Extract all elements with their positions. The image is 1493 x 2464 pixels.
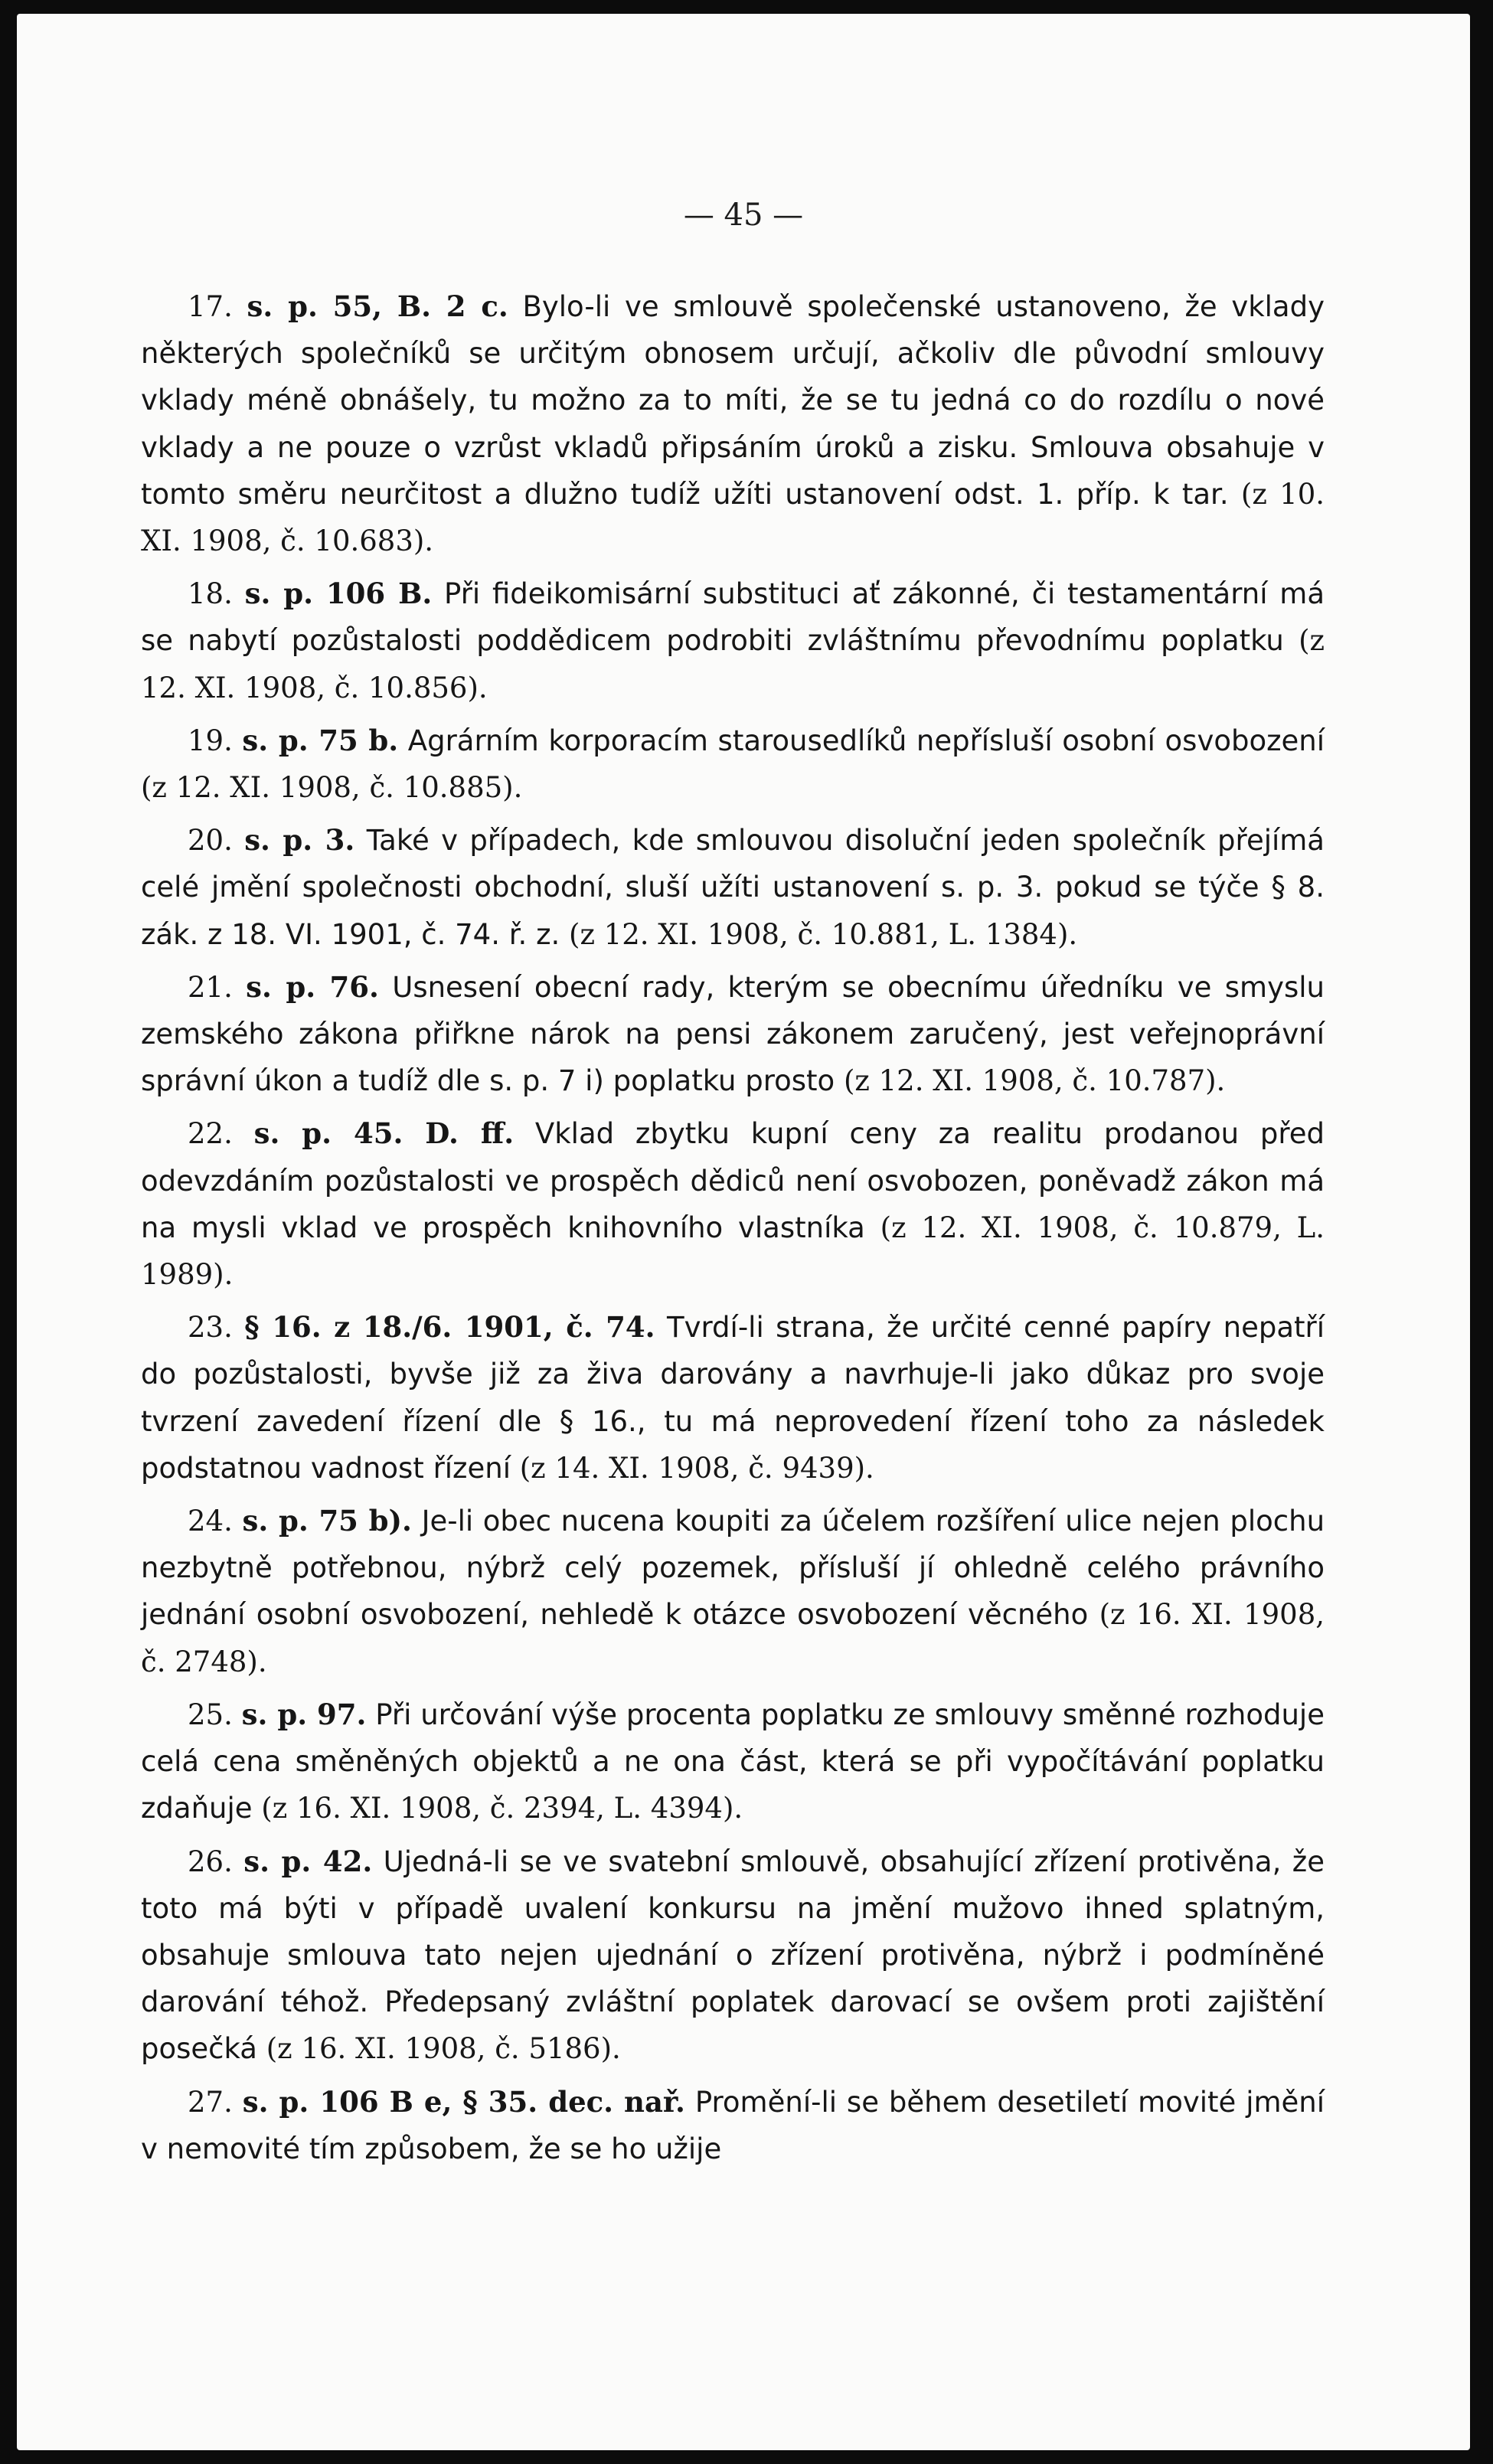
entry-reference: s. p. 75 b). [242,1504,412,1538]
entry-citation: (z 14. XI. 1908, č. 9439). [519,1451,874,1485]
entry-text: Také v případech, kde smlouvou disoluční jeden společník přejímá celé jmění společnosti obchodní, sluší užíti ustanovení s. p. 3. pokud se týče § 8. zák. z 18. VI. 1901, č. 74. ř. z. [141,824,1325,951]
entry-reference: s. p. 55, B. 2 c. [247,289,508,323]
entry-reference: s. p. 106 B. [244,577,433,611]
entry-text: Usnesení obecní rady, kterým se obecnímu úředníku ve smyslu zemského zákona přiřkne nárok na pensi zákonem zaručený, jest veřejnoprávní správní úkon a tudíž dle s. p. 7 i) poplatku prosto [141,970,1325,1098]
entry-number: 20. [188,824,233,858]
entry-citation: (z 16. XI. 1908, č. 5186). [266,2032,621,2066]
entry-text: Tvrdí-li strana, že určité cenné papíry nepatří do pozůstalosti, byvše již za živa darovány a navrhuje-li jako důkaz pro svoje tvrzení zavedení řízení dle § 16., tu má neprovedení řízení toho za následek podstatnou vadnost řízení [141,1311,1325,1485]
entry-22 [141,1110,1325,1298]
entry-reference: s. p. 3. [244,823,355,858]
entry-reference: s. p. 45. D. ff. [253,1116,515,1151]
entry-citation: (z 10. XI. 1908, č. 10.683). [141,477,1325,558]
entry-number: 26. [188,1845,233,1878]
entry-text: Je-li obec nucena koupiti za účelem rozšíření ulice nejen plochu nezbytně potřebnou, nýbrž celý pozemek, přísluší jí ohledně celého právního jednání osobní osvobození, nehledě k otázce osvobození věcného [141,1505,1325,1632]
entry-text: Promění-li se během desetiletí movité jmění v nemovité tím způsobem, že se ho užije [141,2085,1325,2165]
entry-21 [141,964,1325,1105]
entry-23 [141,1304,1325,1492]
entry-text: Ujedná-li se ve svatební smlouvě, obsahující zřízení protivěna, že toto má býti v případě uvalení konkursu na jmění mužovo ihned splatným, obsahuje smlouva tato nejen ujednání o zřízení protivěna, nýbrž i podmíněné darování téhož. Předepsaný zvláštní poplatek darovací se ovšem proti zajištění posečká [141,1845,1325,2066]
document-page [17,14,1470,2450]
entry-citation: (z 12. XI. 1908, č. 10.787). [843,1064,1226,1098]
entry-24 [141,1498,1325,1685]
entry-citation: (z 12. XI. 1908, č. 10.881, L. 1384). [569,917,1078,951]
entry-citation: (z 12. XI. 1908, č. 10.856). [141,624,1325,704]
entry-26 [141,1838,1325,2073]
entry-number: 23. [188,1311,233,1345]
entry-citation: (z 16. XI. 1908, č. 2394, L. 4394). [261,1792,743,1825]
entry-reference: s. p. 106 B e, § 35. dec. nař. [242,2084,685,2119]
entry-reference: s. p. 42. [243,1844,373,1878]
entry-reference: s. p. 75 b. [242,723,399,757]
entry-citation: (z 12. XI. 1908, č. 10.879, L. 1989). [141,1211,1325,1292]
entry-citation: (z 12. XI. 1908, č. 10.885). [141,771,523,805]
page-number: — 45 — [683,198,804,233]
entry-number: 27. [188,2085,233,2119]
document-body [141,283,1325,2178]
entry-citation: (z 16. XI. 1908, č. 2748). [141,1598,1325,1678]
entry-18 [141,570,1325,711]
entry-number: 24. [188,1505,233,1538]
entry-17 [141,283,1325,564]
entry-number: 17. [188,290,233,323]
entry-text: Při určování výše procenta poplatku ze smlouvy směnné rozhoduje celá cena směněných objektů a ne ona část, která se při vypočítávání poplatku zdaňuje [141,1698,1325,1825]
entry-reference: s. p. 76. [246,969,379,1004]
entry-text: Agrárním korporacím starousedlíků nepřísluší osobní osvobození [407,724,1325,757]
entry-number: 21. [188,970,233,1004]
entry-27 [141,2079,1325,2172]
entry-number: 25. [188,1698,233,1731]
entry-25 [141,1691,1325,1832]
entry-text: Při fideikomisární substituci ať zákonné, či testamentární má se nabytí pozůstalosti poddědicem podrobiti zvláštnímu převodnímu poplatku [141,577,1325,658]
entry-20 [141,817,1325,958]
entry-text: Bylo-li ve smlouvě společenské ustanoveno, že vklady některých společníků se určitým obnosem určují, ačkoliv dle původní smlouvy vklady méně obnášely, tu možno za to míti, že se tu jedná co do rozdílu o nové vklady a ne pouze o vzrůst vkladů připsáním úroků a zisku. Smlouva obsahuje v tomto směru neurčitost a dlužno tudíž užíti ustanovení odst. 1. příp. k tar. [141,290,1325,511]
entry-number: 18. [188,577,233,611]
entry-text: Vklad zbytku kupní ceny za realitu prodanou před odevzdáním pozůstalosti ve prospěch dědiců není osvobozen, poněvadž zákon má na mysli vklad ve prospěch knihovního vlastníka [141,1117,1325,1244]
entry-number: 22. [188,1117,233,1151]
entry-number: 19. [188,724,233,757]
entry-19 [141,717,1325,811]
entry-reference: § 16. z 18./6. 1901, č. 74. [244,1310,655,1345]
entry-reference: s. p. 97. [241,1697,367,1731]
